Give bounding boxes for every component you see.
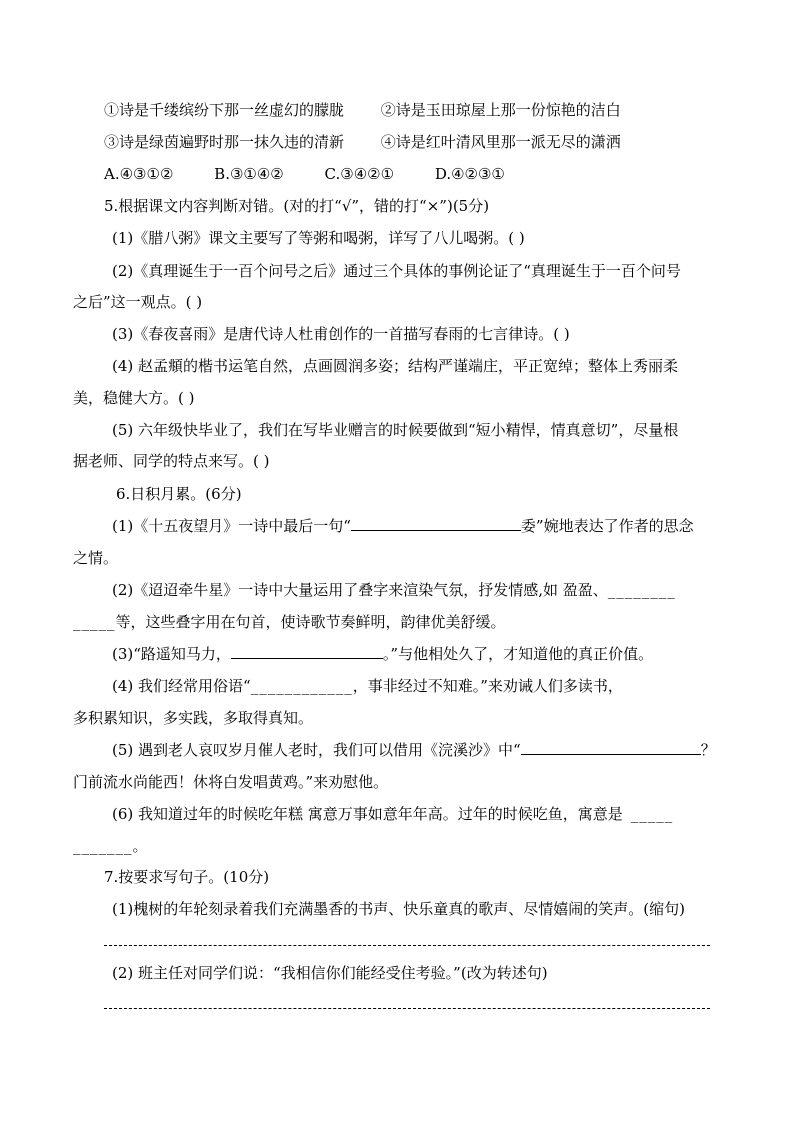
q5-item-5-line-1: (5) 六年级快毕业了，我们在写毕业赠言的时候要做到“短小精悍，情真意切”，尽量根 [112,421,679,439]
q7-item-2: (2) 班主任对同学们说：“我相信你们能经受住考验。”(改为转述句) [112,964,548,982]
q6-item-2-blank-a[interactable]: ________ [607,581,676,599]
q6-item-5-suffix: ？ [700,741,716,759]
q7-title: 7.按要求写句子。(10分) [104,868,270,886]
q6-item-1-line-1 [112,516,694,536]
q5-title: 5.根据课文内容判断对错。(对的打“√”，错的打“×”)(5分) [104,197,490,215]
q5-item-4-line-1: (4) 赵孟頫的楷书运笔自然，点画圆润多姿；结构严谨端庄，平正宽绰；整体上秀丽柔 [112,357,679,375]
q6-item-4-line-1 [112,676,623,696]
q6-item-5-line-2: 门前流水尚能西！休将白发唱黄鸡。”来劝慰他。 [73,773,389,791]
q4-options-row-2 [104,132,621,152]
q6-item-3-prefix: (3)“路遥知马力， [112,645,231,663]
q4-choices [104,164,505,184]
q6-item-4-prefix: (4) 我们经常用俗语“ [112,677,251,695]
q6-item-1-prefix: (1)《十五夜望月》一诗中最后一句“ [112,517,351,535]
q5-item-1: (1)《腊八粥》课文主要写了等粥和喝粥，详写了八儿喝粥。( ) [112,229,525,247]
q6-title: 6.日积月累。(6分) [116,485,242,503]
q6-item-6-line-1 [112,804,673,824]
q6-item-4-line-2: 多积累知识，多实践，多取得真知。 [73,709,314,727]
q5-item-5-line-2: 据老师、同学的特点来写。( ) [73,452,270,470]
q6-item-6-blank-a[interactable]: _____ [630,805,674,823]
q6-item-2-prefix: (2)《迢迢牵牛星》一诗中大量运用了叠字来渲染气氛，抒发情感,如 盈盈、 [112,581,608,599]
q6-item-6-suffix: 。 [132,837,148,855]
q4-option-2: ②诗是玉田琼屋上那一份惊艳的洁白 [380,101,621,119]
q6-item-4-suffix: ，事非经过不知难。”来劝诫人们多读书， [352,677,623,695]
q4-option-1: ①诗是千缕缤纷下那一丝虚幻的朦胧 [104,101,345,119]
q4-option-3: ③诗是绿茵遍野时那一抹久违的清新 [104,133,345,151]
q6-item-3 [112,644,653,664]
q6-item-6-blank-b[interactable]: _______ [73,837,133,855]
q4-choice-b[interactable]: B.③①④② [214,165,284,183]
q6-item-6-line-2 [73,836,148,856]
q4-options-row-1 [104,100,621,120]
q6-item-5-prefix: (5) 遇到老人哀叹岁月催人老时，我们可以借用《浣溪沙》中“ [112,741,521,759]
q4-choice-d[interactable]: D.④②③① [434,165,505,183]
q6-item-2-blank-b[interactable]: _____ [73,613,116,631]
q5-item-4-line-2: 美，稳健大方。( ) [73,389,195,407]
q7-item-2-answer-line[interactable] [104,1008,710,1009]
q6-item-3-blank[interactable] [231,644,383,659]
q5-item-3: (3)《春夜喜雨》是唐代诗人杜甫创作的一首描写春雨的七言律诗。( ) [112,325,570,343]
q6-item-2-line-2 [73,612,506,632]
q6-item-1-blank[interactable] [351,516,521,531]
q5-item-2-line-2: 之后”这一观点。( ) [73,293,203,311]
q6-item-1-line-2: 之情。 [73,549,119,567]
q6-item-2-suffix: 等，这些叠字用在句首，使诗歌节奏鲜明，韵律优美舒缓。 [115,613,506,631]
q4-choice-a[interactable]: A.④③①② [104,165,174,183]
q6-item-5-line-1 [112,740,716,760]
q5-item-2-line-1: (2)《真理诞生于一百个问号之后》通过三个具体的事例论证了“真理诞生于一百个问号 [112,262,681,280]
q6-item-5-blank[interactable] [521,740,701,755]
q6-item-1-suffix: 委”婉地表达了作者的思念 [520,517,694,535]
q4-choice-c[interactable]: C.③④②① [324,165,395,183]
q7-item-1-answer-line[interactable] [104,945,710,946]
q6-item-6-prefix: (6) 我知道过年的时候吃年糕 寓意万事如意年年高。过年的时候吃鱼，寓意是 [112,805,623,823]
q6-item-2-line-1 [112,580,676,600]
q6-item-4-blank[interactable]: ____________ [250,677,353,695]
q4-option-4: ④诗是红叶清风里那一派无尽的潇洒 [380,133,621,151]
q7-item-1: (1)槐树的年轮刻录着我们充满墨香的书声、快乐童真的歌声、尽情嬉闹的笑声。(缩句) [112,900,685,918]
q6-item-3-suffix: 。”与他相处久了，才知道他的真正价值。 [382,645,654,663]
